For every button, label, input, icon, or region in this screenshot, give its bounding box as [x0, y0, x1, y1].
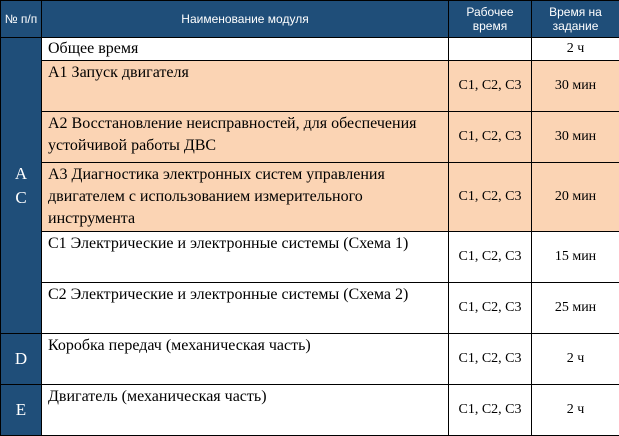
header-module-name: Наименование модуля [42, 1, 449, 38]
table-header-row [1, 1, 619, 38]
table-row [1, 385, 619, 436]
header-number: № п/п [1, 1, 42, 38]
total-name: Общее время [42, 38, 449, 61]
module-work-time: С1, С2, С3 [449, 283, 532, 334]
module-task-time: 30 мин [532, 61, 619, 112]
module-name: С1 Электрические и электронные системы (Схема 1) [42, 232, 449, 283]
module-task-time: 30 мин [532, 112, 619, 163]
table-row [1, 61, 619, 112]
module-name: Коробка передач (механическая часть) [42, 334, 449, 385]
group-letter: С [1, 186, 41, 210]
group-letter: А [1, 162, 41, 186]
header-work-time: Рабочее время [449, 1, 532, 38]
module-name: А3 Диагностика электронных систем управления двигателем с использованием измерительного инструмента [42, 163, 449, 232]
table-row-total [1, 38, 619, 61]
group-label-e [1, 385, 42, 436]
module-task-time: 2 ч [532, 385, 619, 436]
table-row [1, 163, 619, 232]
group-letter: D [1, 347, 41, 371]
module-name: А2 Восстановление неисправностей, для обеспечения устойчивой работы ДВС [42, 112, 449, 163]
module-work-time: С1, С2, С3 [449, 112, 532, 163]
module-work-time: С1, С2, С3 [449, 163, 532, 232]
module-name: А1 Запуск двигателя [42, 61, 449, 112]
module-task-time: 15 мин [532, 232, 619, 283]
table-row [1, 232, 619, 283]
module-name: Двигатель (механическая часть) [42, 385, 449, 436]
header-task-time: Время на задание [532, 1, 619, 38]
total-work [449, 38, 532, 61]
module-task-time: 25 мин [532, 283, 619, 334]
module-work-time: С1, С2, С3 [449, 232, 532, 283]
table-row [1, 334, 619, 385]
group-label-d [1, 334, 42, 385]
module-task-time: 20 мин [532, 163, 619, 232]
table-row [1, 283, 619, 334]
table-row [1, 112, 619, 163]
module-name: С2 Электрические и электронные системы (Схема 2) [42, 283, 449, 334]
module-work-time: С1, С2, С3 [449, 385, 532, 436]
total-time: 2 ч [532, 38, 619, 61]
group-label-ac [1, 38, 42, 334]
group-letter: E [1, 398, 41, 422]
module-task-time: 2 ч [532, 334, 619, 385]
module-work-time: С1, С2, С3 [449, 61, 532, 112]
module-work-time: С1, С2, С3 [449, 334, 532, 385]
